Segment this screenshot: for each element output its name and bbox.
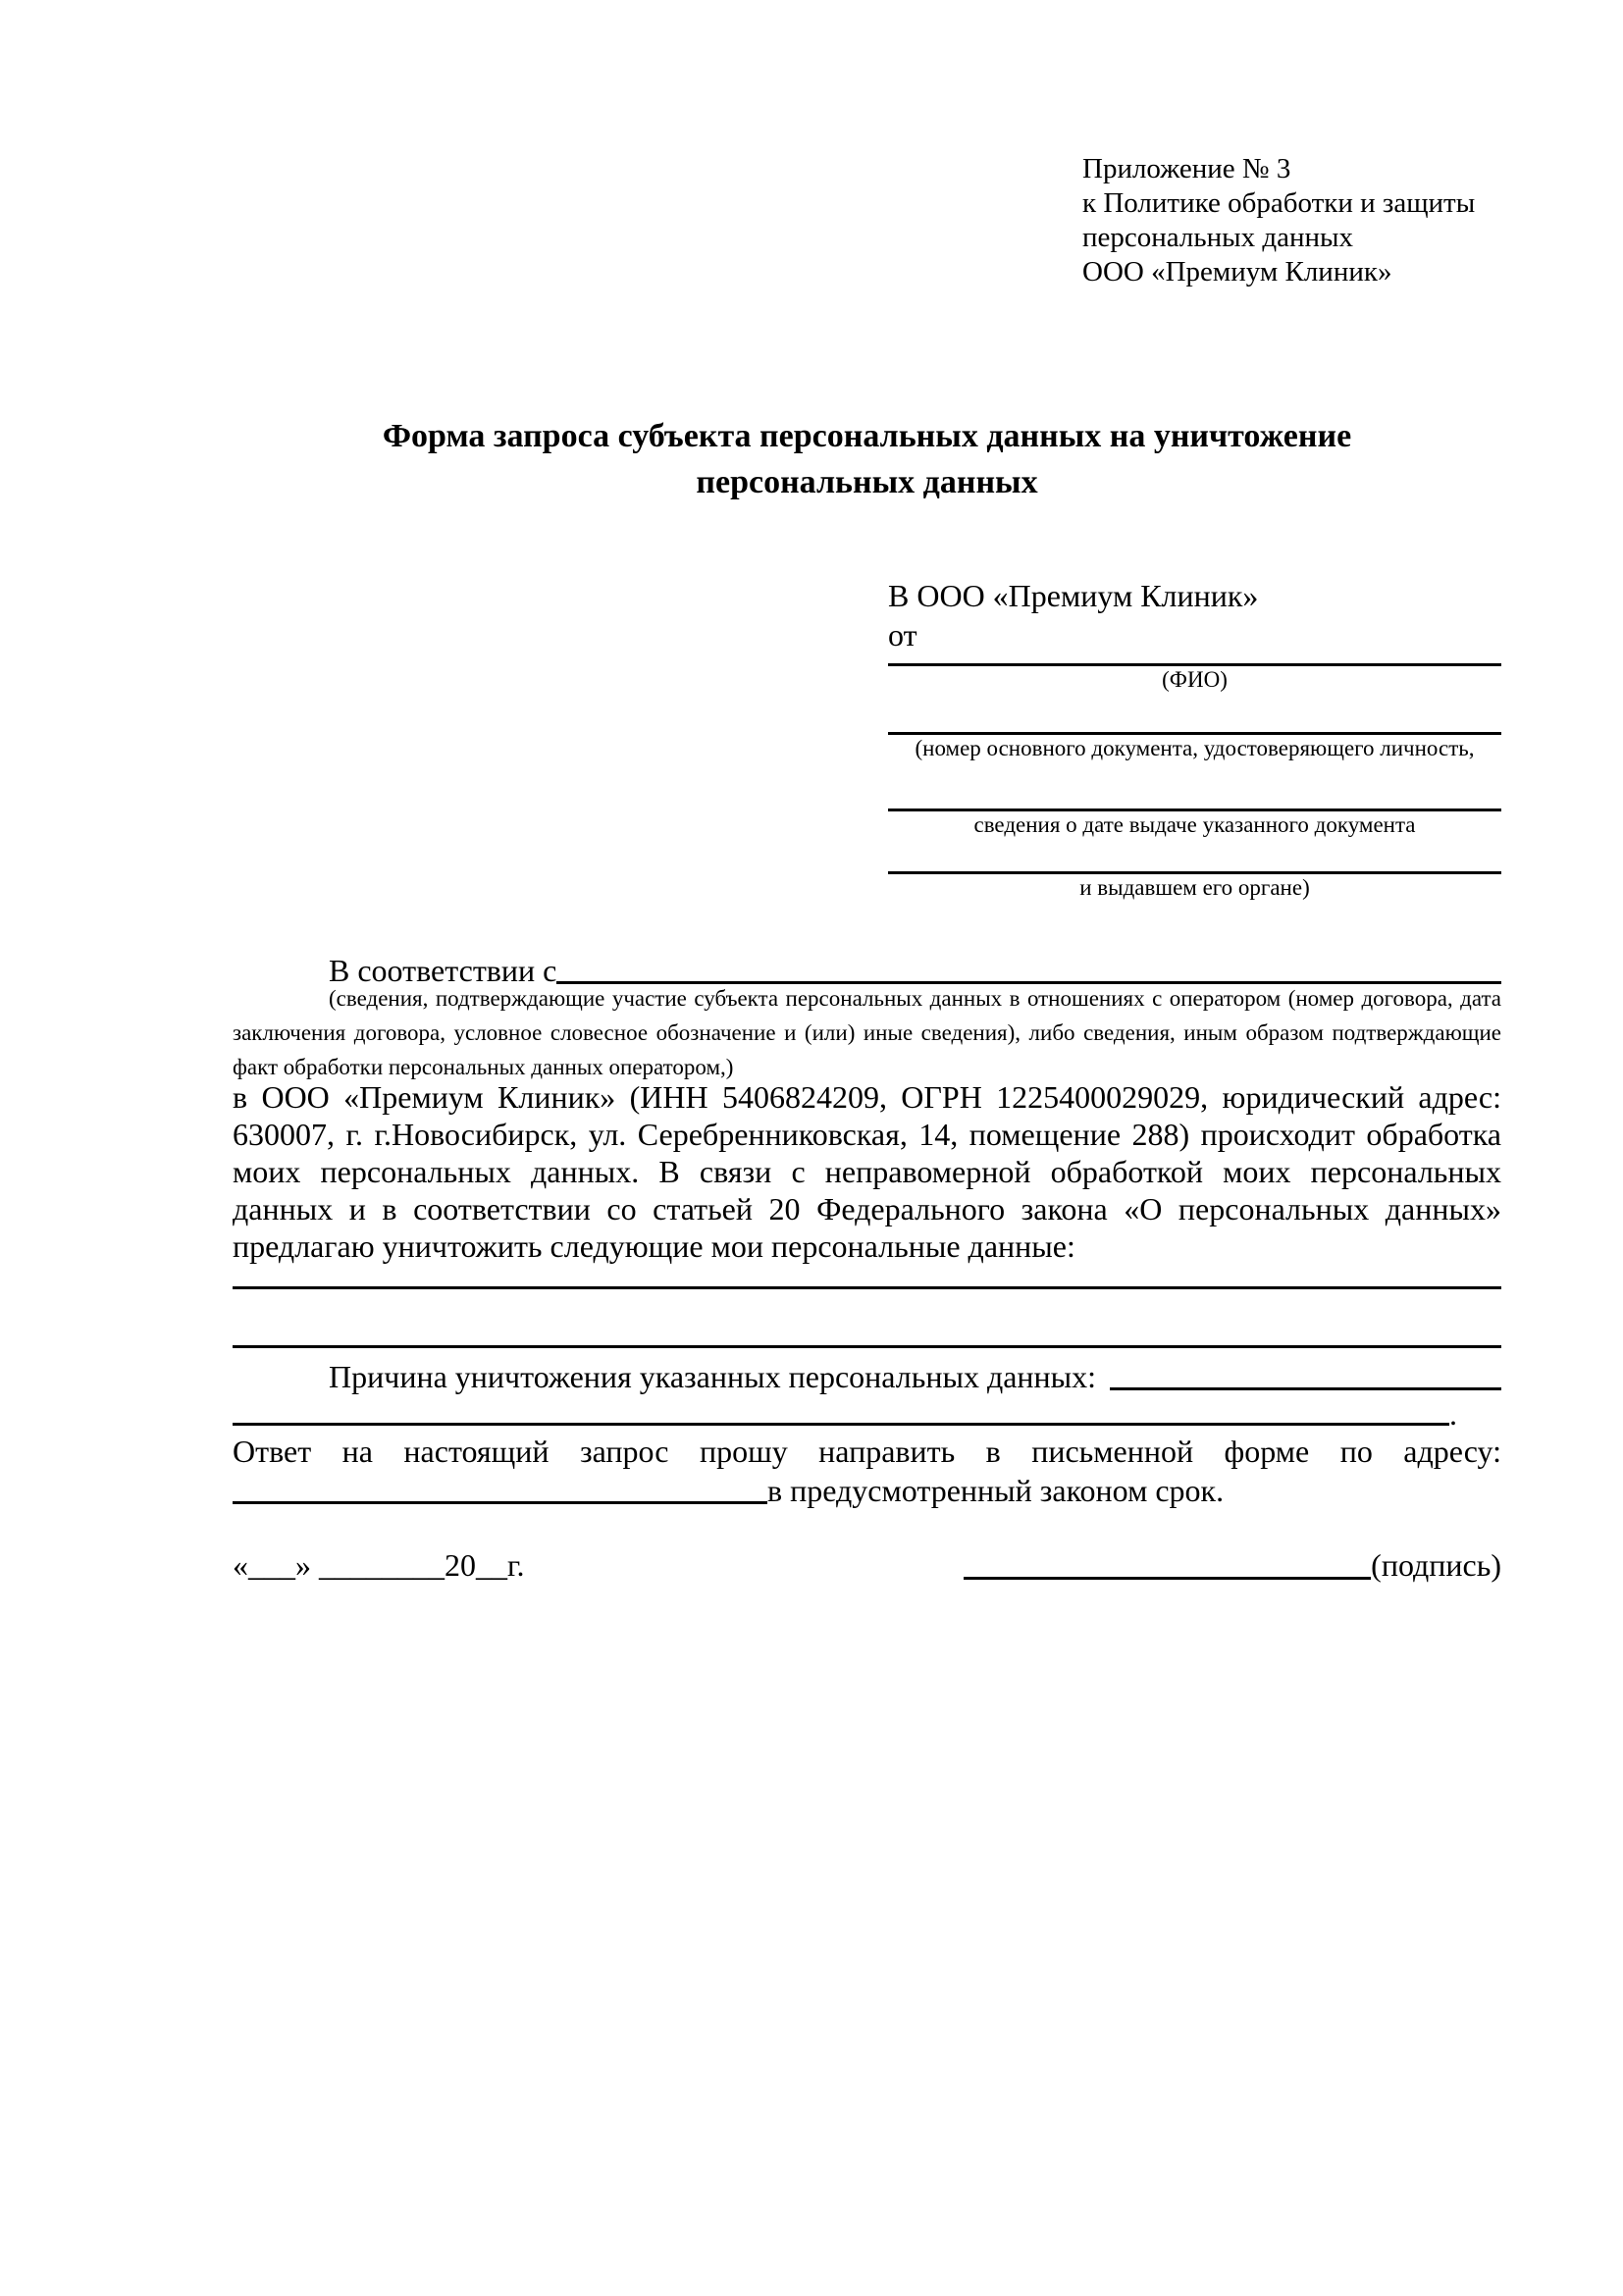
date-blank[interactable]: «___» ________20__г. bbox=[233, 1547, 525, 1583]
doc-date-caption: сведения о дате выдаче указанного документа bbox=[973, 812, 1416, 837]
answer-tail: в предусмотренный законом срок. bbox=[767, 1473, 1225, 1508]
document-title-line-1: Форма запроса субъекта персональных данных на уничтожение bbox=[382, 418, 1352, 454]
reason-row bbox=[233, 1357, 1501, 1396]
recipient-block bbox=[888, 576, 1501, 902]
signature-caption: (подпись) bbox=[1371, 1547, 1501, 1583]
answer-sentence: Ответ на настоящий запрос прошу направить в письменной форме по адресу: bbox=[233, 1434, 1501, 1469]
appendix-line: к Политике обработки и защиты bbox=[1082, 187, 1476, 219]
reason-input-line[interactable] bbox=[1110, 1387, 1501, 1390]
fio-caption: (ФИО) bbox=[1162, 667, 1228, 692]
doc-issuer-input-line[interactable] bbox=[888, 862, 1501, 874]
accordance-prefix: В соответствии с bbox=[329, 953, 557, 988]
fio-input-line[interactable] bbox=[888, 654, 1501, 666]
reason-input-line-2[interactable] bbox=[233, 1423, 1449, 1426]
reason-label: Причина уничтожения указанных персональных данных: bbox=[329, 1359, 1097, 1394]
document-title bbox=[233, 413, 1501, 505]
data-input-line-1[interactable] bbox=[233, 1282, 1501, 1289]
reason-line-period: . bbox=[1449, 1396, 1457, 1432]
appendix-line: ООО «Премиум Клиник» bbox=[1082, 256, 1392, 287]
doc-number-caption: (номер основного документа, удостоверяющего личность, bbox=[915, 736, 1475, 760]
doc-number-input-line[interactable] bbox=[888, 723, 1501, 735]
signature-input-line[interactable] bbox=[964, 1577, 1371, 1580]
address-row bbox=[233, 1471, 1501, 1510]
signature-row bbox=[233, 1543, 1501, 1588]
basis-footnote: (сведения, подтверждающие участие субъекта персональных данных в отношениях с оператором (номер договора, дата заключения договора, условное словесное обозначение и (или) иные сведения), либо сведения, иным образом подтверждающие факт обработки персональных данных оператором,) bbox=[233, 986, 1501, 1079]
address-input-line[interactable] bbox=[233, 1501, 767, 1504]
appendix-line: Приложение № 3 bbox=[1082, 153, 1291, 184]
data-input-line-2[interactable] bbox=[233, 1341, 1501, 1348]
recipient-to: В ООО «Премиум Клиник» bbox=[888, 578, 1259, 613]
doc-date-input-line[interactable] bbox=[888, 800, 1501, 811]
appendix-block bbox=[1082, 152, 1501, 289]
doc-issuer-caption: и выдавшем его органе) bbox=[1079, 875, 1310, 900]
reason-continuation-row bbox=[233, 1396, 1501, 1432]
recipient-from: от bbox=[888, 617, 917, 652]
main-paragraph: в ООО «Премиум Клиник» (ИНН 5406824209, ОГРН 1225400029029, юридический адрес: 630007, г. г.Новосибирск, ул. Серебренниковская, 14, помещение 288) происходит обработка моих персональных данных. В связи с неправомерной обработкой моих персональных данных и в соответствии со статьей 20 Федерального закона «О персональных данных» предлагаю уничтожить следующие мои персональные данные: bbox=[233, 1079, 1501, 1264]
appendix-line: персональных данных bbox=[1082, 222, 1354, 253]
document-title-line-2: персональных данных bbox=[696, 464, 1038, 500]
